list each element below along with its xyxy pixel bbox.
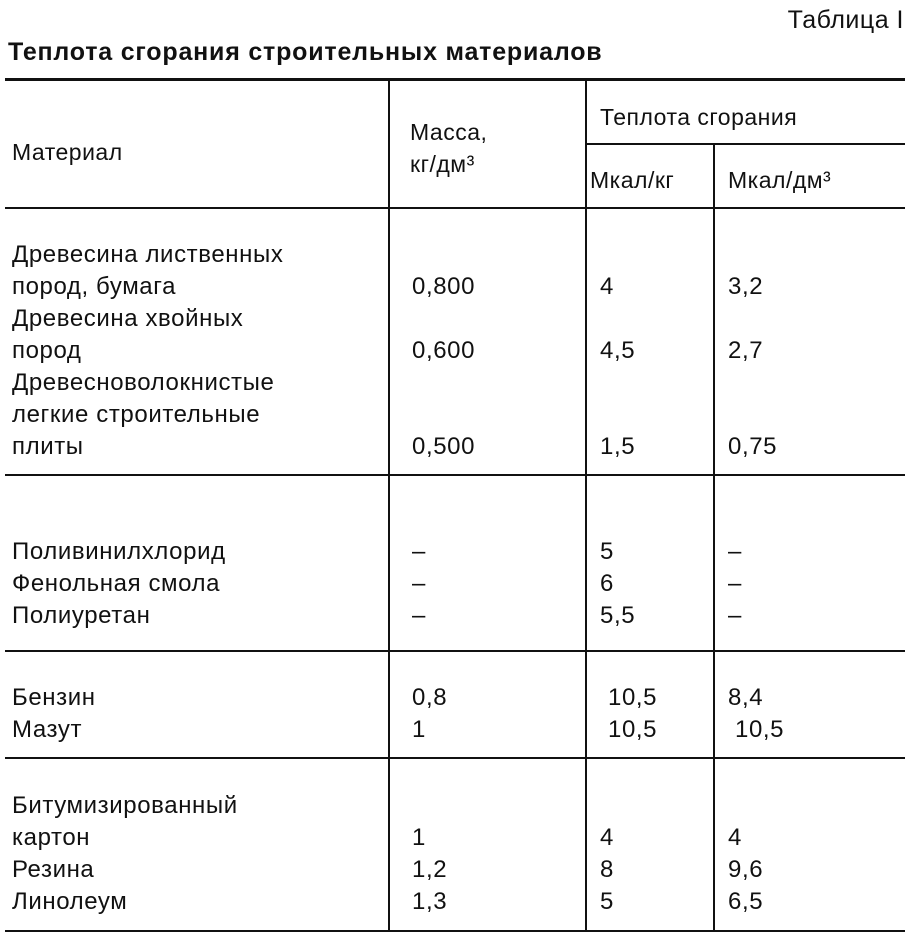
header-mcal-kg: Мкал/кг <box>590 167 675 193</box>
mass-cell: – <box>412 602 426 629</box>
mcal-dm-cell: 4 <box>728 824 742 851</box>
mass-cell: 1,2 <box>412 856 448 883</box>
material-cell: Мазут <box>12 716 83 743</box>
table-number: Таблица I <box>787 6 904 34</box>
mcal-kg-cell: 6 <box>600 570 614 597</box>
group-rule-1 <box>5 474 905 476</box>
material-cell: Древесноволокнистые <box>12 369 275 396</box>
mcal-dm-cell: 10,5 <box>735 716 785 743</box>
header-bottom-rule <box>5 207 905 209</box>
column-divider-units <box>713 145 715 932</box>
mcal-dm-cell: 2,7 <box>728 337 764 364</box>
material-cell: Древесина лиственных <box>12 241 284 268</box>
mcal-kg-cell: 5 <box>600 888 614 915</box>
mass-cell: – <box>412 538 426 565</box>
mcal-kg-cell: 4 <box>600 824 614 851</box>
material-cell: легкие строительные <box>12 401 261 428</box>
material-cell: Бензин <box>12 684 96 711</box>
group-rule-2 <box>5 650 905 652</box>
mass-cell: 1,3 <box>412 888 448 915</box>
mass-cell: – <box>412 570 426 597</box>
mcal-dm-cell: – <box>728 570 742 597</box>
material-cell: Линолеум <box>12 888 128 915</box>
header-mass-line2: кг/дм³ <box>410 151 475 177</box>
mass-cell: 0,8 <box>412 684 448 711</box>
material-cell: пород <box>12 337 82 364</box>
header-mcal-dm: Мкал/дм³ <box>728 167 832 193</box>
material-cell: пород, бумага <box>12 273 177 300</box>
group-rule-3 <box>5 757 905 759</box>
material-cell: Фенольная смола <box>12 570 221 597</box>
material-cell: Древесина хвойных <box>12 305 244 332</box>
material-cell: Битумизированный <box>12 792 238 819</box>
material-cell: плиты <box>12 433 84 460</box>
mcal-kg-cell: 5 <box>600 538 614 565</box>
mass-cell: 1 <box>412 824 426 851</box>
mcal-dm-cell: – <box>728 538 742 565</box>
mcal-dm-cell: – <box>728 602 742 629</box>
top-rule <box>5 78 905 81</box>
material-cell: Поливинилхлорид <box>12 538 226 565</box>
heat-subheader-rule <box>585 143 905 145</box>
mcal-dm-cell: 9,6 <box>728 856 764 883</box>
material-cell: Полиуретан <box>12 602 151 629</box>
column-divider-mass <box>388 81 390 932</box>
mcal-kg-cell: 10,5 <box>608 684 658 711</box>
header-mass-line1: Масса, <box>410 119 488 145</box>
mcal-kg-cell: 1,5 <box>600 433 636 460</box>
table-title: Теплота сгорания строительных материалов <box>8 38 603 66</box>
material-cell: Резина <box>12 856 95 883</box>
header-heat: Теплота сгорания <box>600 104 798 130</box>
mcal-kg-cell: 4,5 <box>600 337 636 364</box>
mcal-dm-cell: 8,4 <box>728 684 764 711</box>
bottom-rule <box>5 930 905 932</box>
mcal-kg-cell: 8 <box>600 856 614 883</box>
mcal-dm-cell: 0,75 <box>728 433 778 460</box>
column-divider-heat <box>585 81 587 932</box>
mcal-kg-cell: 10,5 <box>608 716 658 743</box>
mass-cell: 0,600 <box>412 337 476 364</box>
mass-cell: 1 <box>412 716 426 743</box>
mcal-dm-cell: 6,5 <box>728 888 764 915</box>
material-cell: картон <box>12 824 91 851</box>
mcal-kg-cell: 5,5 <box>600 602 636 629</box>
mcal-kg-cell: 4 <box>600 273 614 300</box>
header-material: Материал <box>12 139 123 165</box>
mcal-dm-cell: 3,2 <box>728 273 764 300</box>
mass-cell: 0,800 <box>412 273 476 300</box>
mass-cell: 0,500 <box>412 433 476 460</box>
